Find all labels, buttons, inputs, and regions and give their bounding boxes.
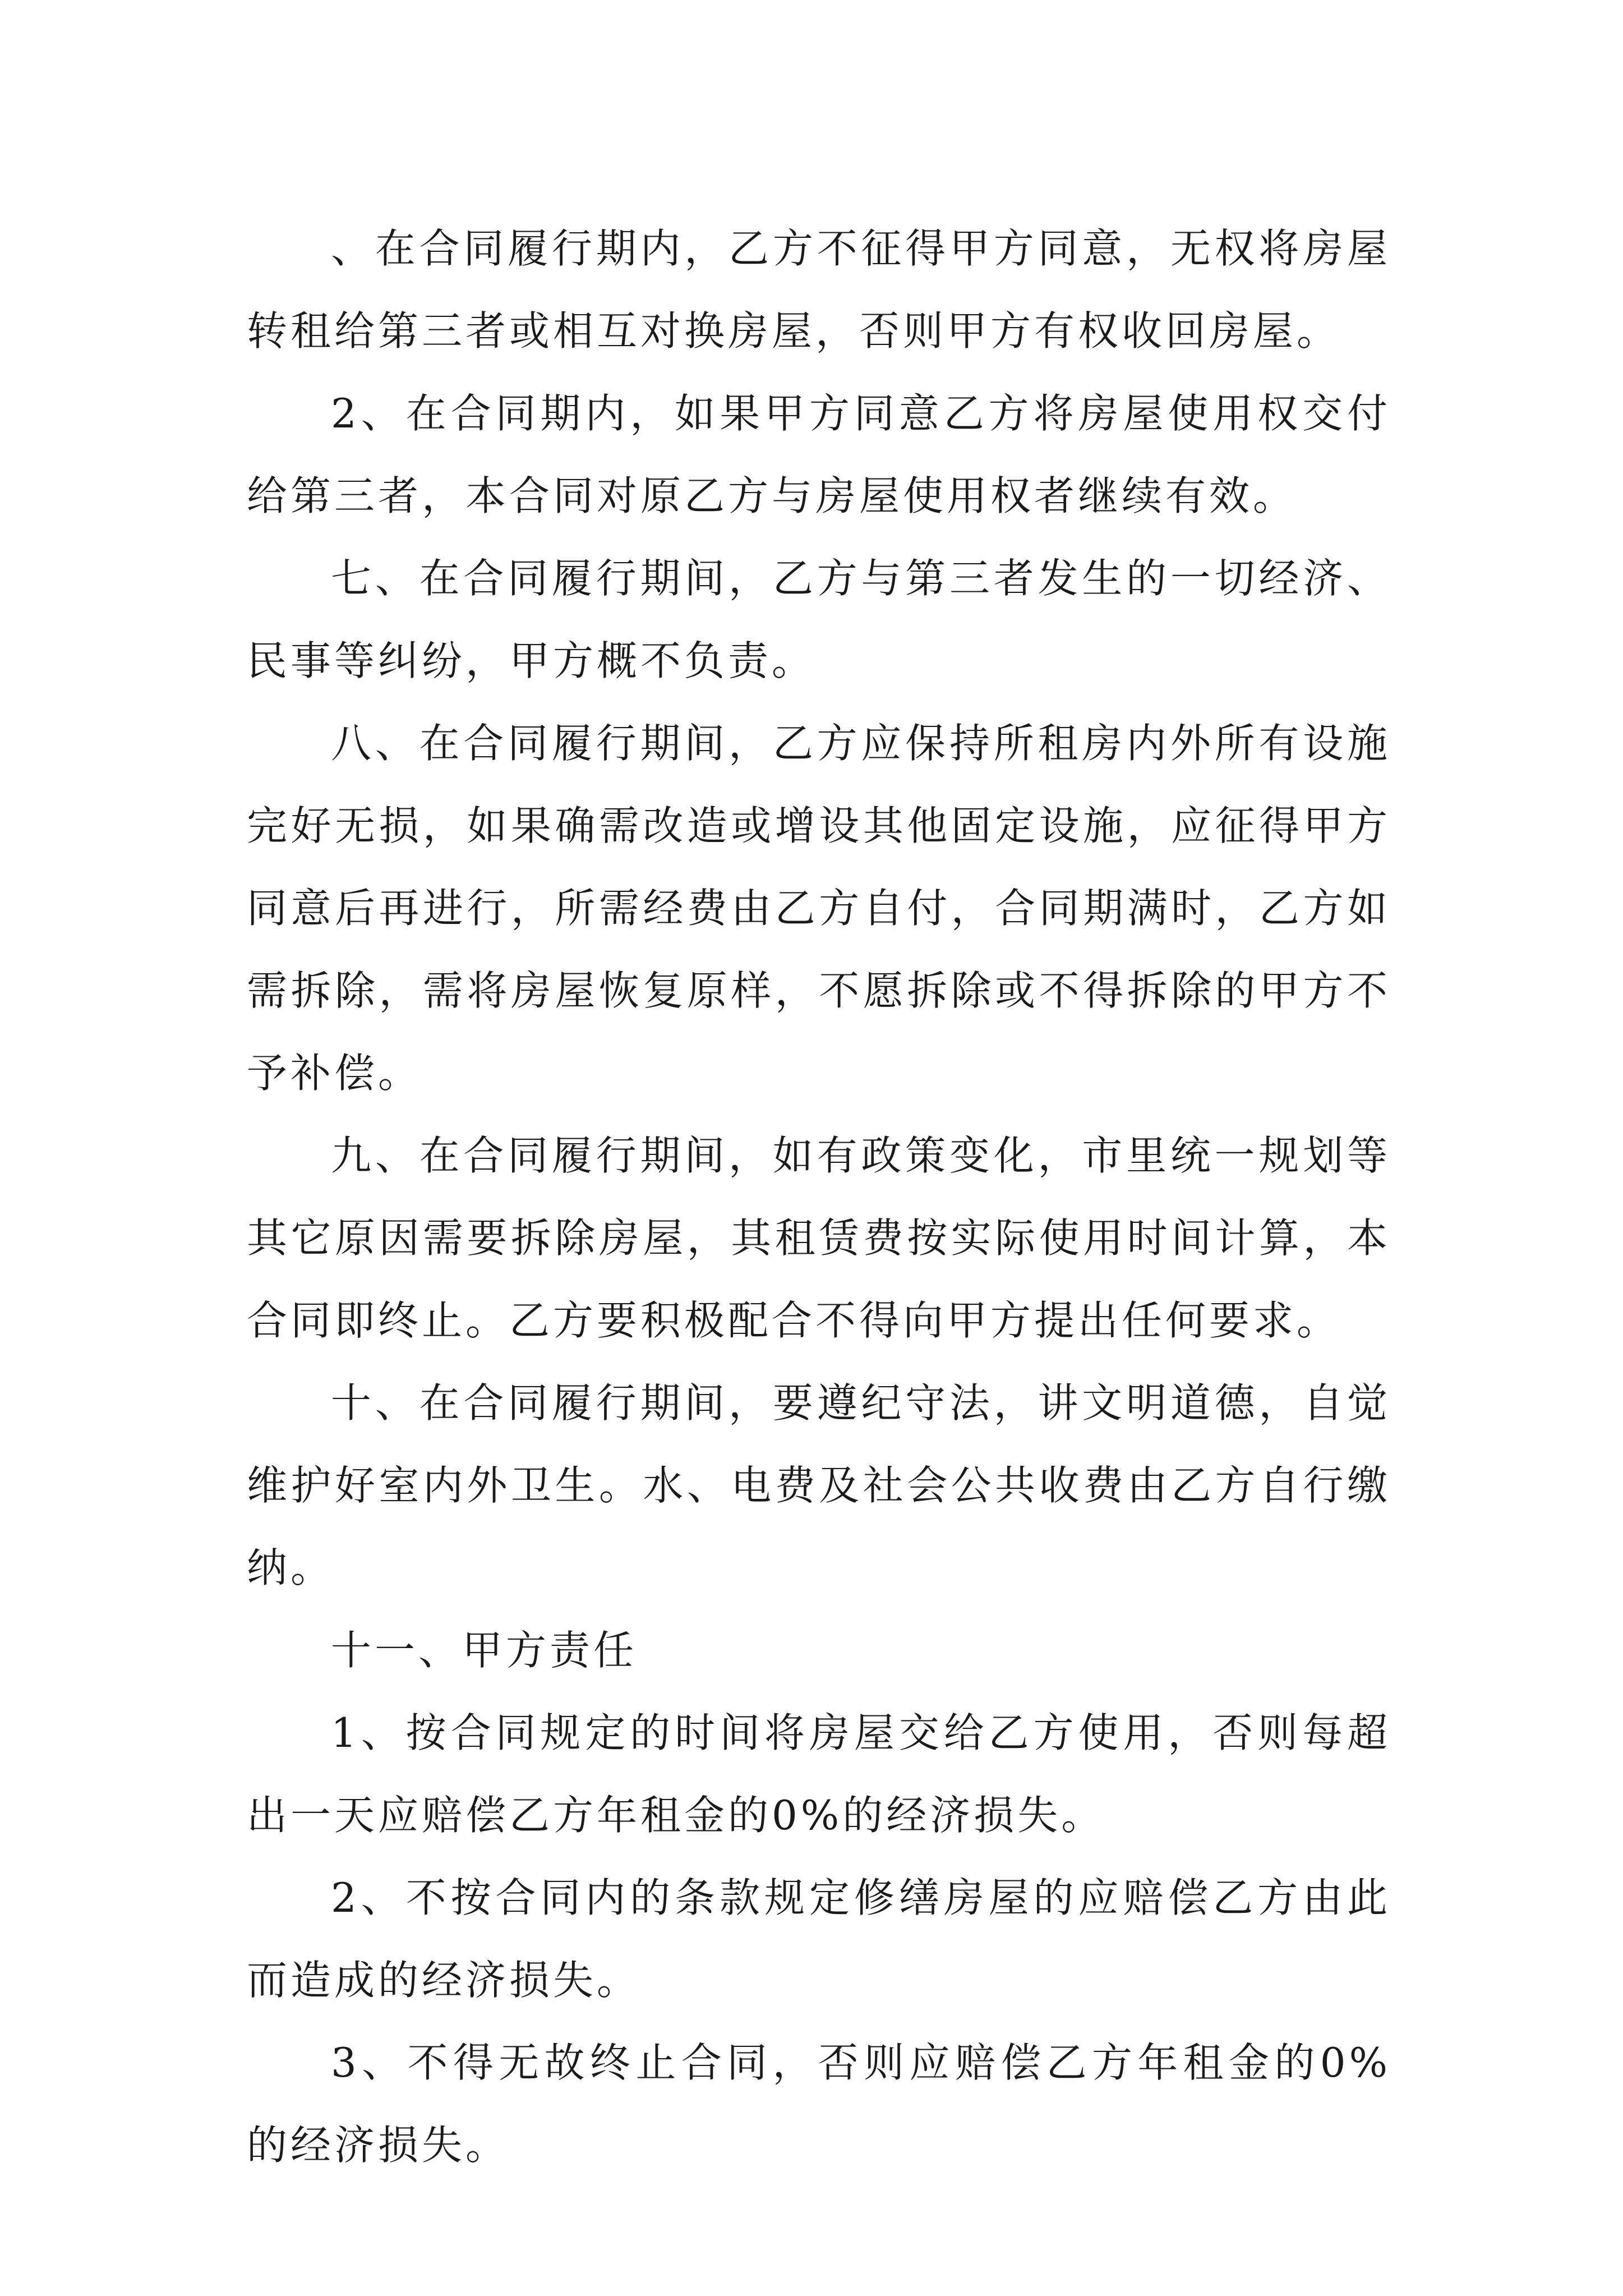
paragraph-clause-8: 八、在合同履行期间，乙方应保持所租房内外所有设施完好无损，如果确需改造或增设其他固定设施，应征得甲方同意后再进行，所需经费由乙方自付，合同期满时，乙方如需拆除，需将房屋恢复原样，不愿拆除或不得拆除的甲方不予补偿。: [247, 720, 1391, 1097]
paragraph-duty-1: 1、按合同规定的时间将房屋交给乙方使用，否则每超出一天应赔偿乙方年租金的0%的经济损失。: [247, 1709, 1391, 1839]
section-heading-party-a-duties: 十一、甲方责任: [331, 1627, 638, 1674]
paragraph-sublet-clause: 、在合同履行期内，乙方不征得甲方同意，无权将房屋转租给第三者或相互对换房屋，否则甲方有权收回房屋。: [247, 225, 1391, 355]
paragraph-duty-3: 3、不得无故终止合同，否则应赔偿乙方年租金的0%的经济损失。: [247, 2039, 1391, 2169]
paragraph-clause-7: 七、在合同履行期间，乙方与第三者发生的一切经济、民事等纠纷，甲方概不负责。: [247, 555, 1391, 684]
document-body: [247, 208, 1391, 2187]
paragraph-transfer-clause: 2、在合同期内，如果甲方同意乙方将房屋使用权交付给第三者，本合同对原乙方与房屋使用权者继续有效。: [247, 390, 1391, 519]
paragraph-clause-10: 十、在合同履行期间，要遵纪守法，讲文明道德，自觉维护好室内外卫生。水、电费及社会公共收费由乙方自行缴纳。: [247, 1379, 1391, 1591]
paragraph-clause-9: 九、在合同履行期间，如有政策变化，市里统一规划等其它原因需要拆除房屋，其租赁费按实际使用时间计算，本合同即终止。乙方要积极配合不得向甲方提出任何要求。: [247, 1132, 1391, 1344]
paragraph-duty-2: 2、不按合同内的条款规定修缮房屋的应赔偿乙方由此而造成的经济损失。: [247, 1874, 1391, 2004]
